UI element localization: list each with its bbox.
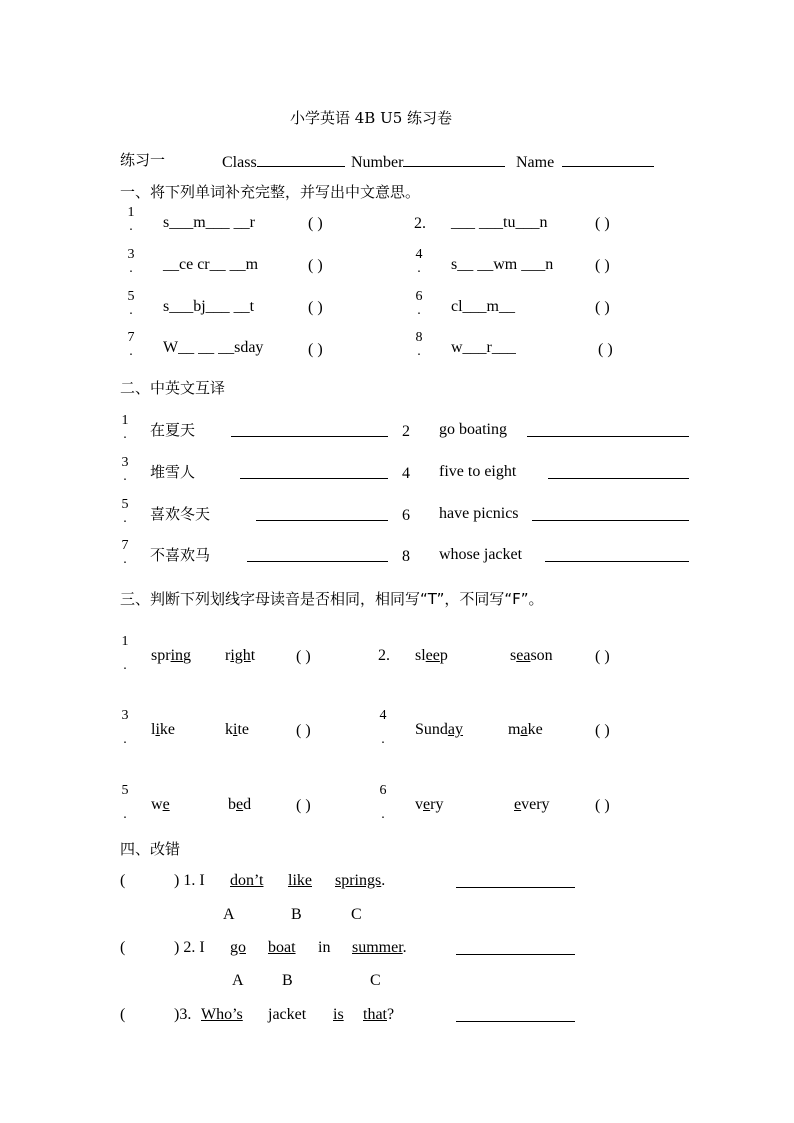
number-label: Number — [351, 154, 404, 171]
s3-num-1: 1 . — [121, 634, 129, 673]
class-field[interactable] — [222, 150, 345, 173]
s2-blank-3[interactable] — [240, 462, 388, 485]
s4-q2-word-c: summer. — [352, 939, 407, 956]
s3-num-4: 4 . — [379, 708, 387, 747]
s2-num-4: 4 — [402, 465, 410, 482]
s2-text-4: five to eight — [439, 463, 517, 480]
s2-num-3: 3 . — [121, 455, 129, 484]
s2-text-3: 堆雪人 — [150, 463, 196, 481]
s3-paren-1[interactable]: ( ) — [296, 648, 311, 665]
s1-word-8: w___r___ — [451, 339, 516, 356]
s1-paren-4[interactable]: ( ) — [595, 257, 610, 274]
s2-text-8: whose jacket — [439, 546, 523, 563]
s3-paren-3[interactable]: ( ) — [296, 722, 311, 739]
s1-num-8: 8 . — [415, 330, 423, 359]
s3-w2-6: every — [514, 796, 550, 813]
s2-text-1: 在夏天 — [150, 421, 196, 439]
s3-w1-1: spring — [151, 647, 192, 664]
s1-num-2: 2. — [414, 215, 426, 232]
s1-paren-8[interactable]: ( ) — [598, 341, 613, 358]
s3-paren-2[interactable]: ( ) — [595, 648, 610, 665]
s1-word-3: __ce cr__ __m — [163, 256, 259, 273]
s4-q2-prefix: ) 2. I — [174, 939, 205, 956]
class-blank[interactable] — [257, 150, 345, 167]
name-field[interactable] — [516, 150, 654, 173]
s2-num-6: 6 — [402, 507, 410, 524]
s4-q2-answer-blank[interactable] — [456, 938, 575, 961]
page-title: 小学英语 4B U5 练习卷 — [290, 109, 453, 127]
s4-q2-letter-a: A — [232, 972, 244, 989]
s4-q2-word-a: go — [230, 939, 246, 956]
s2-num-7: 7 . — [121, 538, 129, 567]
section3-heading: 三、判断下列划线字母读音是否相同，相同写“T”，不同写“F”。 — [120, 590, 544, 608]
s4-q2-open[interactable]: ( — [120, 939, 126, 956]
s4-q2-word-in: in — [318, 939, 331, 956]
s1-paren-1[interactable]: ( ) — [308, 215, 323, 232]
s1-word-6: cl___m__ — [451, 298, 515, 315]
practice-label: 练习一 — [120, 151, 166, 169]
s3-w2-2: season — [510, 647, 553, 664]
section1-heading: 一、将下列单词补充完整，并写出中文意思。 — [120, 183, 421, 201]
s3-w1-2: sleep — [415, 647, 448, 664]
name-blank[interactable] — [562, 150, 654, 167]
s1-paren-2[interactable]: ( ) — [595, 215, 610, 232]
s1-word-7: W__ __ __sday — [163, 339, 264, 356]
s4-q2-letter-b: B — [282, 972, 293, 989]
s1-num-6: 6 . — [415, 289, 423, 318]
s4-q1-prefix: ) 1. I — [174, 872, 205, 889]
s1-num-1: 1 . — [127, 205, 135, 234]
class-label: Class — [222, 154, 257, 171]
s4-q1-word-c: springs. — [335, 872, 386, 889]
s3-num-2: 2. — [378, 647, 390, 664]
s4-q1-letter-b: B — [291, 906, 302, 923]
s1-num-3: 3 . — [127, 247, 135, 276]
s1-word-2: ___ ___tu___n — [451, 214, 548, 231]
s2-num-2: 2 — [402, 423, 410, 440]
s3-w2-1: right — [225, 647, 256, 664]
section4-heading: 四、改错 — [120, 840, 181, 858]
s1-word-4: s__ __wm ___n — [451, 256, 554, 273]
s3-num-6: 6 . — [379, 783, 387, 822]
s4-q2-word-b: boat — [268, 939, 296, 956]
s3-w2-4: make — [508, 721, 543, 738]
s1-paren-3[interactable]: ( ) — [308, 257, 323, 274]
s4-q3-prefix: )3. — [174, 1006, 192, 1023]
s3-num-5: 5 . — [121, 783, 129, 822]
s3-paren-5[interactable]: ( ) — [296, 797, 311, 814]
s4-q1-word-b: like — [288, 872, 312, 889]
s3-w1-4: Sunday — [415, 721, 464, 738]
s2-text-6: have picnics — [439, 505, 519, 522]
s3-w2-5: bed — [228, 796, 252, 813]
s1-word-1: s___m___ __r — [163, 214, 255, 231]
s2-text-2: go boating — [439, 421, 507, 438]
s4-q2-letter-c: C — [370, 972, 381, 989]
s2-blank-1[interactable] — [231, 420, 388, 443]
section2-heading: 二、中英文互译 — [120, 379, 226, 397]
s3-w1-6: very — [415, 796, 444, 813]
s1-paren-5[interactable]: ( ) — [308, 299, 323, 316]
s3-w2-3: kite — [225, 721, 249, 738]
s4-q3-answer-blank[interactable] — [456, 1005, 575, 1028]
s2-num-5: 5 . — [121, 497, 129, 526]
s4-q1-word-a: don’t — [230, 872, 264, 889]
s4-q1-answer-blank[interactable] — [456, 871, 575, 894]
s2-num-8: 8 — [402, 548, 410, 565]
s2-blank-6[interactable] — [532, 504, 689, 527]
s4-q1-letter-c: C — [351, 906, 362, 923]
s2-blank-8[interactable] — [545, 545, 689, 568]
s3-paren-4[interactable]: ( ) — [595, 722, 610, 739]
s2-text-7: 不喜欢马 — [150, 546, 211, 564]
number-field[interactable] — [351, 150, 505, 173]
s1-word-5: s___bj___ __t — [163, 298, 255, 315]
s4-q1-open[interactable]: ( — [120, 872, 126, 889]
s1-num-7: 7 . — [127, 330, 135, 359]
s4-q3-open[interactable]: ( — [120, 1006, 126, 1023]
s2-blank-4[interactable] — [548, 462, 689, 485]
s4-q3-word-jacket: jacket — [268, 1006, 307, 1023]
s2-blank-2[interactable] — [527, 420, 689, 443]
s3-w1-5: we — [151, 796, 170, 813]
number-blank[interactable] — [403, 150, 505, 167]
name-label: Name — [516, 154, 555, 171]
s1-num-4: 4 . — [415, 247, 423, 276]
s4-q3-word-c: that? — [363, 1006, 395, 1023]
s3-num-3: 3 . — [121, 708, 129, 747]
s4-q1-letter-a: A — [223, 906, 235, 923]
s4-q3-word-a: Who’s — [201, 1006, 243, 1023]
s2-num-1: 1 . — [121, 413, 129, 442]
s2-blank-5[interactable] — [256, 504, 388, 527]
s3-paren-6[interactable]: ( ) — [595, 797, 610, 814]
s1-paren-7[interactable]: ( ) — [308, 341, 323, 358]
s4-q3-word-b: is — [333, 1006, 344, 1023]
s1-paren-6[interactable]: ( ) — [595, 299, 610, 316]
s3-w1-3: like — [151, 721, 176, 738]
s1-num-5: 5 . — [127, 289, 135, 318]
s2-text-5: 喜欢冬天 — [150, 505, 211, 523]
s2-blank-7[interactable] — [247, 545, 388, 568]
